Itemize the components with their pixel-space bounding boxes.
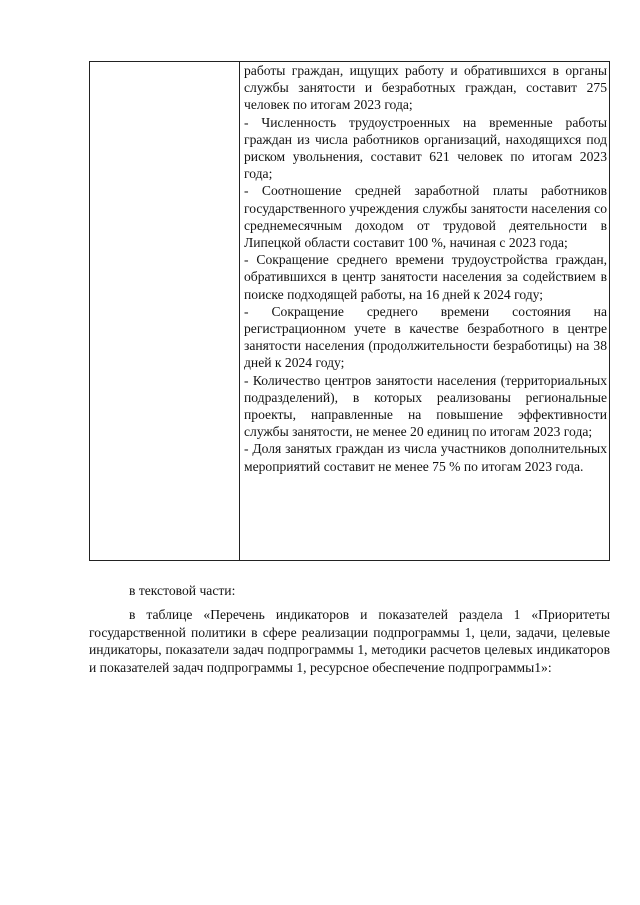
- text-section-intro: [89, 582, 610, 600]
- body-paragraph: в текстовой части:: [129, 583, 236, 598]
- indicators-table-fragment: [89, 61, 610, 561]
- indicator-paragraph: - Сокращение среднего времени состояния на регистрационном учете в качестве безработного в центре занятости населения (продолжительности безработицы) на 38 дней к 2024 году;: [244, 303, 607, 371]
- indicator-paragraph: - Численность трудоустроенных на временные работы граждан из числа работников организаций, находящихся под риском увольнения, составит 621 человек по итогам 2023 года;: [244, 114, 607, 182]
- indicator-paragraph: - Соотношение средней заработной платы работников государственного учреждения службы занятости населения со среднемесячным доходом от трудовой деятельности в Липецкой области составит 100 %, начиная с 2023 года;: [244, 183, 607, 251]
- indicator-paragraph: работы граждан, ищущих работу и обратившихся в органы службы занятости и безработных граждан, составит 275 человек по итогам 2023 года;: [244, 63, 607, 113]
- indicator-paragraph: - Сокращение среднего времени трудоустройства граждан, обратившихся в центр занятости населения за содействием в поиске подходящей работы, на 16 дней к 2024 году;: [244, 252, 607, 302]
- table-reference-paragraph: [89, 606, 610, 676]
- indicator-paragraph: - Количество центров занятости населения (территориальных подразделений), в которых реализованы региональные проекты, направленные на повышение эффективности службы занятости, не менее 20 единиц по итогам 2023 года;: [244, 372, 607, 440]
- body-paragraph: в таблице «Перечень индикаторов и показателей раздела 1 «Приоритеты государственной политики в сфере реализации подпрограммы 1, цели, задачи, целевые индикаторы, показатели задач подпрограммы 1, методики расчетов целевых индикаторов и показателей задач подпрограммы 1, ресурсное обеспечение подпрограммы1»:: [89, 607, 610, 675]
- table-left-cell: [90, 62, 240, 560]
- indicator-paragraph: - Доля занятых граждан из числа участников дополнительных мероприятий составит не менее 75 % по итогам 2023 года.: [244, 441, 607, 474]
- table-right-cell: [241, 62, 609, 560]
